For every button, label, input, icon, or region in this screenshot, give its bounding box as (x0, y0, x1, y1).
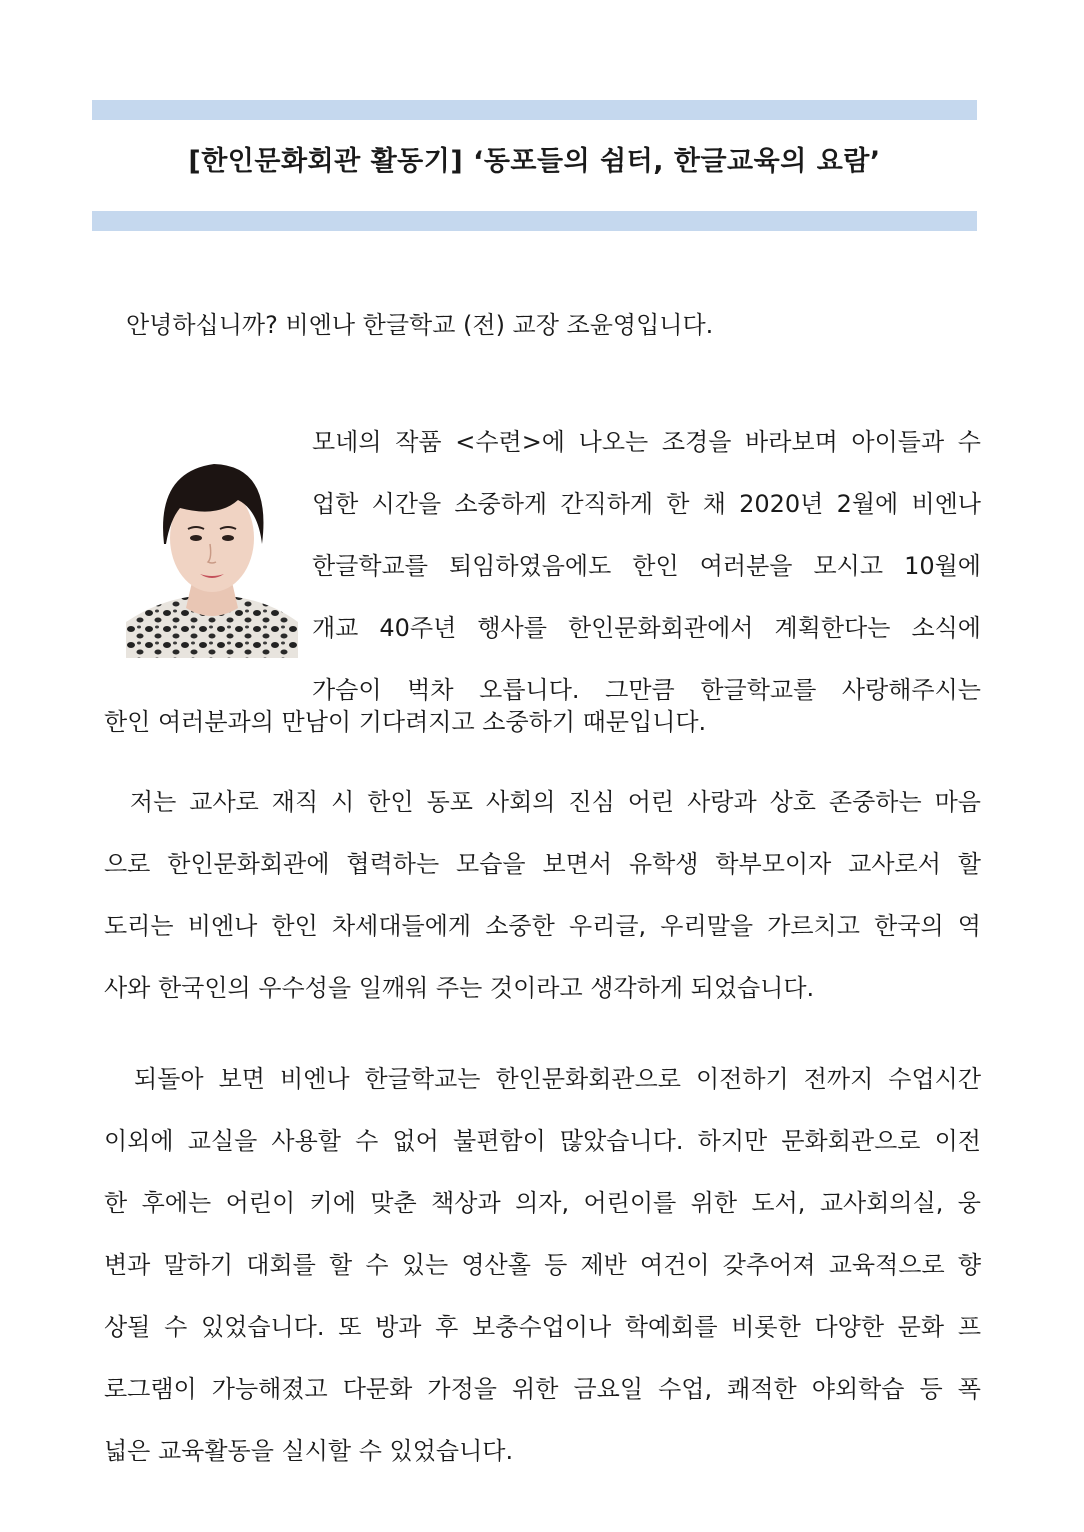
text-line: 변과 말하기 대회를 할 수 있는 영산홀 등 제반 여건이 갖추어져 교육적으로 향 (104, 1251, 981, 1279)
paragraph-3 (104, 1048, 981, 1482)
paragraph-1-tail: 한인 여러분과의 만남이 기다려지고 소중하기 때문입니다. (104, 708, 707, 736)
text-line: 업한 시간을 소중하게 간직하게 한 채 2020년 2월에 비엔나 (312, 490, 981, 518)
text-line: 저는 교사로 재직 시 한인 동포 사회의 진심 어린 사랑과 상호 존중하는 마음 (104, 788, 981, 816)
text-line: 되돌아 보면 비엔나 한글학교는 한인문화회관으로 이전하기 전까지 수업시간 (104, 1065, 981, 1093)
text-line: 사와 한국인의 우수성을 일깨워 주는 것이라고 생각하게 되었습니다. (104, 974, 815, 1002)
page-title: [한인문화회관 활동기] ‘동포들의 쉼터, 한글교육의 요람’ (188, 146, 881, 177)
text-line: 도리는 비엔나 한인 차세대들에게 소중한 우리글, 우리말을 가르치고 한국의 역 (104, 912, 981, 940)
portrait-photo (126, 432, 298, 658)
text-line: 넓은 교육활동을 실시할 수 있었습니다. (104, 1437, 514, 1465)
text-line: 으로 한인문화회관에 협력하는 모습을 보면서 유학생 학부모이자 교사로서 할 (104, 850, 981, 878)
paragraph-1-wrapped (312, 411, 981, 721)
title-top-rule (92, 100, 977, 120)
text-line: 이외에 교실을 사용할 수 없어 불편함이 많았습니다. 하지만 문화회관으로 이전 (104, 1127, 981, 1155)
text-line: 한 후에는 어린이 키에 맞춘 책상과 의자, 어린이를 위한 도서, 교사회의실, 웅 (104, 1189, 981, 1217)
text-line: 가슴이 벅차 오릅니다. 그만큼 한글학교를 사랑해주시는 (312, 676, 981, 704)
greeting-line: 안녕하십니까? 비엔나 한글학교 (전) 교장 조윤영입니다. (126, 311, 714, 339)
text-line: 로그램이 가능해졌고 다문화 가정을 위한 금요일 수업, 쾌적한 야외학습 등 폭 (104, 1375, 981, 1403)
text-line: 모네의 작품 <수련>에 나오는 조경을 바라보며 아이들과 수 (312, 428, 981, 456)
text-line: 한글학교를 퇴임하였음에도 한인 여러분을 모시고 10월에 (312, 552, 981, 580)
title-bottom-rule (92, 211, 977, 231)
paragraph-2 (104, 771, 981, 1019)
text-line: 상될 수 있었습니다. 또 방과 후 보충수업이나 학예회를 비롯한 다양한 문화 프 (104, 1313, 981, 1341)
text-line: 개교 40주년 행사를 한인문화회관에서 계획한다는 소식에 (312, 614, 981, 642)
